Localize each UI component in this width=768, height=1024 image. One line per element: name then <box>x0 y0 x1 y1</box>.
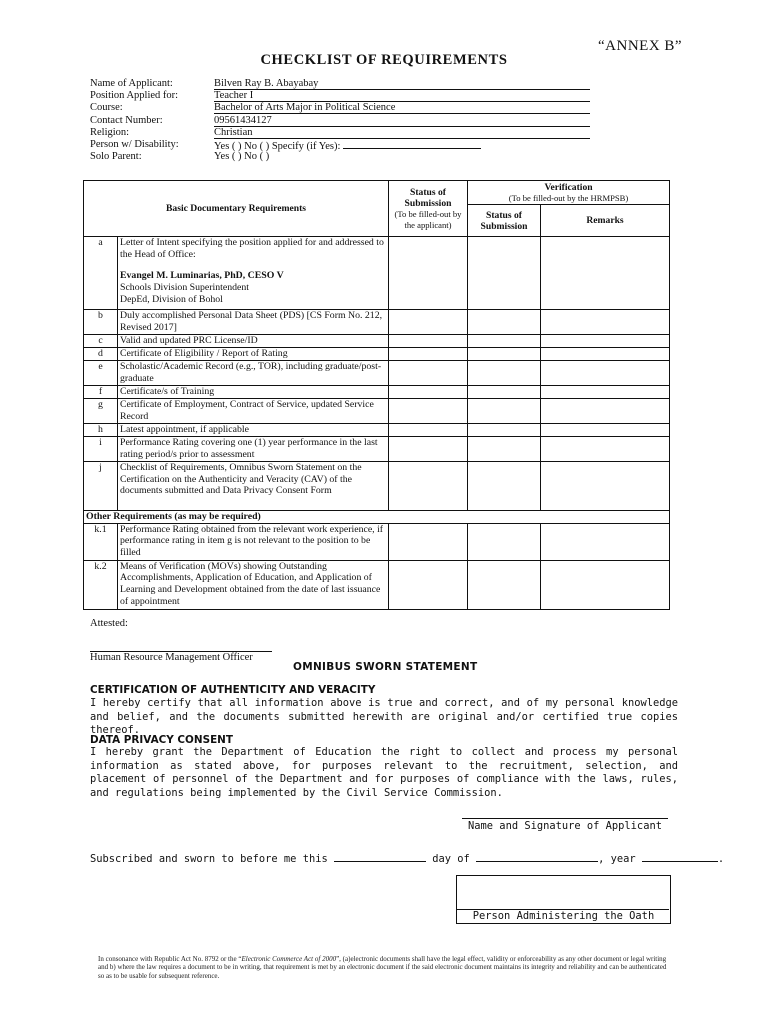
row-letter: h <box>84 423 118 436</box>
remarks-cell[interactable] <box>541 347 670 360</box>
verification-header <box>468 181 670 205</box>
status-header-note: (To be filled-out by the applicant) <box>394 209 462 230</box>
hrmpsb-status-cell[interactable] <box>468 310 541 335</box>
footer-pre: In consonance with Republic Act No. 8792 or the “ <box>98 955 242 963</box>
sworn-statement-line <box>90 851 724 865</box>
table-row <box>84 423 670 436</box>
remarks-cell[interactable] <box>541 461 670 510</box>
verification-header-label: Verification <box>544 181 593 193</box>
row-letter: f <box>84 385 118 398</box>
hrmpsb-status-cell[interactable] <box>468 461 541 510</box>
applicant-status-cell[interactable] <box>389 360 468 385</box>
row-letter: a <box>84 237 118 310</box>
certification-text: I hereby certify that all information above is true and correct, and of my personal knowledge and belief, and the documents submitted herewith are original and/or certified true copies thereof. <box>90 697 678 737</box>
remarks-cell[interactable] <box>541 423 670 436</box>
hrmpsb-status-cell[interactable] <box>468 360 541 385</box>
field-label: Person w/ Disability: <box>90 138 179 150</box>
table-row <box>84 560 670 609</box>
remarks-cell[interactable] <box>541 523 670 560</box>
hr-officer-label: Human Resource Management Officer <box>90 652 253 663</box>
field-label: Course: <box>90 102 123 114</box>
remarks-cell[interactable] <box>541 237 670 310</box>
remarks-cell[interactable] <box>541 385 670 398</box>
remarks-cell[interactable] <box>541 560 670 609</box>
sworn-end: . <box>717 853 725 865</box>
remarks-cell[interactable] <box>541 310 670 335</box>
remarks-header: Remarks <box>541 205 670 237</box>
applicant-status-cell[interactable] <box>389 436 468 461</box>
row-letter: c <box>84 335 118 348</box>
row-description: Certificate of Eligibility / Report of Rating <box>118 347 389 360</box>
hrmpsb-status-cell[interactable] <box>468 385 541 398</box>
omnibus-title: OMNIBUS SWORN STATEMENT <box>293 661 478 673</box>
other-requirements-row <box>84 510 670 523</box>
row-description: Certificate/s of Training <box>118 385 389 398</box>
row-letter: e <box>84 360 118 385</box>
row-letter: j <box>84 461 118 510</box>
row-description: Duly accomplished Personal Data Sheet (PDS) [CS Form No. 212, Revised 2017] <box>118 310 389 335</box>
row-description <box>118 237 389 310</box>
sds-title: Schools Division Superintendent <box>120 281 249 293</box>
page-title: CHECKLIST OF REQUIREMENTS <box>260 52 508 68</box>
privacy-heading: DATA PRIVACY CONSENT <box>90 734 233 746</box>
footer-act: Electronic Commerce Act of 2000 <box>241 955 337 963</box>
field-label: Position Applied for: <box>90 90 179 102</box>
privacy-text: I hereby grant the Department of Education the right to collect and process my personal information as stated above, for purposes relevant to the recruitment, selection, and placement of personnel of the Department and for purposes of compliance with the laws, rules, and regulations being implemented by the Civil Service Commission. <box>90 746 678 799</box>
table-row <box>84 335 670 348</box>
applicant-status-cell[interactable] <box>389 385 468 398</box>
remarks-cell[interactable] <box>541 360 670 385</box>
table-row <box>84 360 670 385</box>
row-description: Means of Verification (MOVs) showing Outstanding Accomplishments, Application of Education, and Application of Learning and Development obtained from the date of last issuance of appointment <box>118 560 389 609</box>
hrmpsb-status-cell[interactable] <box>468 423 541 436</box>
row-letter: g <box>84 398 118 423</box>
applicant-status-cell[interactable] <box>389 237 468 310</box>
status-header <box>389 181 468 237</box>
applicant-status-cell[interactable] <box>389 335 468 348</box>
row-description: Certificate of Employment, Contract of Service, updated Service Record <box>118 398 389 423</box>
month-blank[interactable] <box>476 851 598 862</box>
row-description: Valid and updated PRC License/ID <box>118 335 389 348</box>
table-row <box>84 398 670 423</box>
field-label: Name of Applicant: <box>90 78 173 89</box>
field-label: Contact Number: <box>90 114 163 126</box>
row-letter: i <box>84 436 118 461</box>
row-letter: k.1 <box>84 523 118 560</box>
applicant-status-cell[interactable] <box>389 523 468 560</box>
applicant-status-cell[interactable] <box>389 398 468 423</box>
applicant-status-cell[interactable] <box>389 560 468 609</box>
disability-options: Yes ( ) No ( ) Specify (if Yes): <box>214 140 341 152</box>
disability-value[interactable] <box>214 139 590 152</box>
applicant-status-cell[interactable] <box>389 347 468 360</box>
applicant-status-cell[interactable] <box>389 461 468 510</box>
certification-heading: CERTIFICATION OF AUTHENTICITY AND VERACITY <box>90 684 376 696</box>
hrmpsb-status-cell[interactable] <box>468 335 541 348</box>
applicant-signature-label: Name and Signature of Applicant <box>468 820 662 832</box>
row-letter: b <box>84 310 118 335</box>
remarks-cell[interactable] <box>541 436 670 461</box>
table-row <box>84 461 670 510</box>
row-description: Scholastic/Academic Record (e.g., TOR), including graduate/post-graduate <box>118 360 389 385</box>
hrmpsb-status-cell[interactable] <box>468 347 541 360</box>
contact-value[interactable]: 09561434127 <box>214 115 590 127</box>
hrmpsb-status-cell[interactable] <box>468 523 541 560</box>
hrmpsb-status-cell[interactable] <box>468 560 541 609</box>
course-value[interactable]: Bachelor of Arts Major in Political Science <box>214 102 590 114</box>
hrmpsb-status-cell[interactable] <box>468 237 541 310</box>
year-blank[interactable] <box>642 851 718 862</box>
sds-name: Evangel M. Luminarias, PhD, CESO V <box>120 269 284 281</box>
field-label: Religion: <box>90 126 130 138</box>
table-row <box>84 347 670 360</box>
row-description: Performance Rating obtained from the relevant work experience, if performance rating in item g is not relevant to the position to be filled <box>118 523 389 560</box>
table-row <box>84 523 670 560</box>
sworn-day-label: day of <box>432 853 470 865</box>
applicant-status-cell[interactable] <box>389 310 468 335</box>
remarks-cell[interactable] <box>541 398 670 423</box>
applicant-name-value[interactable]: Bilven Ray B. Abayabay <box>214 78 590 90</box>
applicant-signature-line[interactable] <box>462 818 668 819</box>
table-row <box>84 436 670 461</box>
table-row <box>84 385 670 398</box>
status-header-label: Status of Submission <box>404 187 452 210</box>
ver-status-header: Status of Submission <box>468 205 541 237</box>
basic-requirements-header: Basic Documentary Requirements <box>84 181 389 237</box>
day-blank[interactable] <box>334 851 426 862</box>
field-label: Solo Parent: <box>90 151 142 163</box>
attested-label: Attested: <box>90 618 128 629</box>
religion-value[interactable]: Christian <box>214 127 590 139</box>
hrmpsb-status-cell[interactable] <box>468 398 541 423</box>
requirements-table <box>83 180 670 610</box>
table-row <box>84 310 670 335</box>
row-a-text: Letter of Intent specifying the position applied for and addressed to the Head of Office: <box>120 237 384 260</box>
row-letter: d <box>84 347 118 360</box>
row-description: Performance Rating covering one (1) year performance in the last rating period/s prior to assessment <box>118 436 389 461</box>
verification-header-note: (To be filled-out by the HRMPSB) <box>508 192 629 203</box>
table-row <box>84 237 670 310</box>
row-letter: k.2 <box>84 560 118 609</box>
position-value[interactable]: Teacher I <box>214 90 590 102</box>
other-requirements-header: Other Requirements (as may be required) <box>84 510 670 523</box>
remarks-cell[interactable] <box>541 335 670 348</box>
sds-office: DepEd, Division of Bohol <box>120 293 223 305</box>
oath-label: Person Administering the Oath <box>472 910 655 922</box>
solo-parent-value[interactable]: Yes ( ) No ( ) <box>214 151 270 163</box>
sworn-prefix: Subscribed and sworn to before me this <box>90 853 328 865</box>
applicant-status-cell[interactable] <box>389 423 468 436</box>
hrmpsb-status-cell[interactable] <box>468 436 541 461</box>
row-description: Checklist of Requirements, Omnibus Sworn Statement on the Certification on the Authenticity and Veracity (CAV) of the documents submitted and Data Privacy Consent Form <box>118 461 389 510</box>
row-description: Latest appointment, if applicable <box>118 423 389 436</box>
table-header-row <box>84 181 670 205</box>
sworn-year-label: , year <box>598 853 636 865</box>
specify-blank[interactable] <box>343 139 481 149</box>
annex-label: “ANNEX B” <box>598 38 683 54</box>
footer-note <box>98 955 670 980</box>
footer-post: ”, (a)electronic documents shall have the legal effect, validity or enforceability as any other document or legal writing and b) where the law requires a document to be in writing, that requirement is met by an electronic document if the said electronic document maintains its integrity and reliability and can be authenticated so as to be usable for subsequent reference. <box>98 955 667 980</box>
